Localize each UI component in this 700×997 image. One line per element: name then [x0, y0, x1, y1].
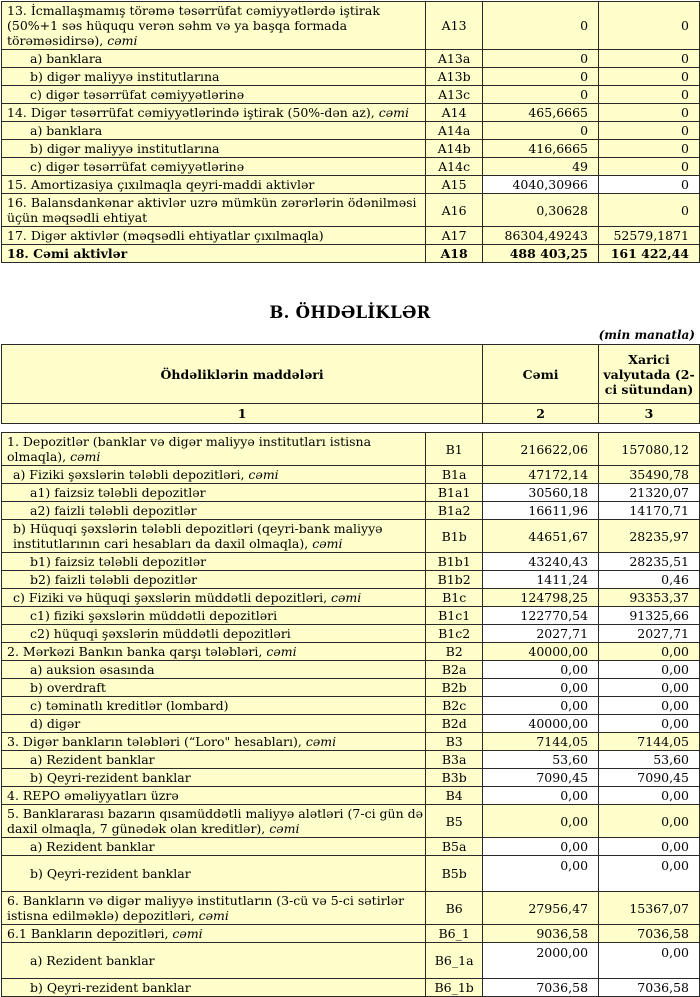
row-label: b) overdraft [2, 679, 426, 697]
row-label: b) digər maliyyə institutlarına [2, 140, 426, 158]
foreign-currency-value-cell: 0,00 [599, 679, 700, 697]
column-number-row [2, 404, 700, 424]
table-row [2, 805, 700, 838]
row-code: B1 [426, 433, 483, 466]
row-label: a) Rezident banklar [2, 943, 426, 979]
table-row [2, 571, 700, 589]
row-label-italic-suffix: cəmi [198, 908, 229, 923]
row-label-italic-suffix: cəmi [305, 734, 337, 749]
foreign-currency-value-cell: 0 [599, 158, 700, 176]
row-code: A14a [426, 122, 483, 140]
total-value-cell: 53,60 [483, 751, 599, 769]
row-label-italic-suffix: cəmi [70, 449, 101, 464]
row-label: c1) fiziki şəxslərin müddətli depozitləri [2, 607, 426, 625]
foreign-currency-value-cell: 0 [599, 122, 700, 140]
row-code: B5b [426, 856, 483, 892]
row-label: a) Rezident banklar [2, 751, 426, 769]
row-code: B1c1 [426, 607, 483, 625]
total-value-cell: 0,30628 [483, 194, 599, 227]
table-row [2, 589, 700, 607]
row-code: B1c [426, 589, 483, 607]
total-value-cell: 0,00 [483, 838, 599, 856]
foreign-currency-value-cell: 7036,58 [599, 925, 700, 943]
foreign-currency-value-cell: 157080,12 [599, 433, 700, 466]
table-row [2, 2, 700, 50]
total-value-cell: 124798,25 [483, 589, 599, 607]
total-value-cell: 0,00 [483, 697, 599, 715]
row-label: b2) faizli tələbli depozitlər [2, 571, 426, 589]
table-row [2, 502, 700, 520]
row-label: b1) faizsiz tələbli depozitlər [2, 553, 426, 571]
foreign-currency-value-cell: 7090,45 [599, 769, 700, 787]
foreign-currency-value-cell: 7036,58 [599, 979, 700, 997]
row-code: B2a [426, 661, 483, 679]
total-value-cell: 0,00 [483, 661, 599, 679]
table-row [2, 122, 700, 140]
foreign-currency-value-cell: 28235,51 [599, 553, 700, 571]
foreign-currency-value-cell: 7144,05 [599, 733, 700, 751]
foreign-currency-value-cell: 0,00 [599, 943, 700, 979]
total-value-cell: 0 [483, 50, 599, 68]
foreign-currency-value-cell: 52579,1871 [599, 227, 700, 245]
foreign-currency-value-cell: 91325,66 [599, 607, 700, 625]
row-code: B6_1a [426, 943, 483, 979]
row-label-italic-suffix: cəmi [331, 590, 362, 605]
total-value-cell: 2000,00 [483, 943, 599, 979]
row-label: 2. Mərkəzi Bankın banka qarşı tələbləri, cəmi [2, 643, 426, 661]
table-row [2, 838, 700, 856]
table-row [2, 715, 700, 733]
total-column-header: Cəmi [483, 345, 599, 404]
row-label: b) Qeyri-rezident banklar [2, 856, 426, 892]
table-row [2, 679, 700, 697]
total-value-cell: 0,00 [483, 856, 599, 892]
total-value-cell: 216622,06 [483, 433, 599, 466]
table-row [2, 979, 700, 997]
total-value-cell: 0 [483, 122, 599, 140]
unit-note: (min manatla) [598, 328, 695, 342]
total-value-cell: 1411,24 [483, 571, 599, 589]
total-value-cell: 47172,14 [483, 466, 599, 484]
total-value-cell: 0 [483, 86, 599, 104]
table-row [2, 697, 700, 715]
table-row [2, 520, 700, 553]
table-row [2, 769, 700, 787]
header-row [2, 345, 700, 404]
table-row [2, 86, 700, 104]
assets-table [1, 1, 700, 263]
foreign-currency-value-cell: 0 [599, 176, 700, 194]
row-code: B3 [426, 733, 483, 751]
row-code: A17 [426, 227, 483, 245]
table-row [2, 104, 700, 122]
foreign-currency-value-cell: 28235,97 [599, 520, 700, 553]
row-code: A14c [426, 158, 483, 176]
row-label: a) Fiziki şəxslərin tələbli depozitləri, cəmi [2, 466, 426, 484]
row-label: b) Qeyri-rezident banklar [2, 769, 426, 787]
row-label: 18. Cəmi aktivlər [2, 245, 426, 263]
row-code: A13b [426, 68, 483, 86]
table-row [2, 158, 700, 176]
row-code: A13 [426, 2, 483, 50]
row-code: A18 [426, 245, 483, 263]
column-number-1: 1 [2, 404, 483, 424]
table-row [2, 943, 700, 979]
table-row [2, 245, 700, 263]
row-label-italic-suffix: cəmi [269, 821, 300, 836]
row-code: B1b2 [426, 571, 483, 589]
row-label: 6. Bankların və digər maliyyə institutların (3-cü və 5-ci sətirlər istisna edilməklə) depozitləri, cəmi [2, 892, 426, 925]
row-code: B1a1 [426, 484, 483, 502]
row-label: a1) faizsiz tələbli depozitlər [2, 484, 426, 502]
table-row [2, 553, 700, 571]
table-row [2, 625, 700, 643]
row-label: a) banklara [2, 122, 426, 140]
total-value-cell: 16611,96 [483, 502, 599, 520]
row-label: 16. Balansdankənar aktivlər uzrə mümkün zərərlərin ödənilməsi üçün məqsədli ehtiyat [2, 194, 426, 227]
table-row [2, 787, 700, 805]
total-value-cell: 122770,54 [483, 607, 599, 625]
row-code: B1b1 [426, 553, 483, 571]
table-row [2, 227, 700, 245]
foreign-currency-value-cell: 0,00 [599, 643, 700, 661]
liabilities-header-table [1, 344, 700, 424]
foreign-currency-value-cell: 93353,37 [599, 589, 700, 607]
table-row [2, 484, 700, 502]
row-label: 15. Amortizasiya çıxılmaqla qeyri-maddi aktivlər [2, 176, 426, 194]
row-label: c) Fiziki və hüquqi şəxslərin müddətli depozitləri, cəmi [2, 589, 426, 607]
total-value-cell: 0,00 [483, 805, 599, 838]
row-label: b) Qeyri-rezident banklar [2, 979, 426, 997]
row-code: B3a [426, 751, 483, 769]
total-value-cell: 43240,43 [483, 553, 599, 571]
row-label-italic-suffix: cəmi [172, 926, 203, 941]
foreign-column-header: Xarici valyutada (2-ci sütundan) [599, 345, 700, 404]
foreign-currency-value-cell: 14170,71 [599, 502, 700, 520]
foreign-currency-value-cell: 0,00 [599, 838, 700, 856]
table-row [2, 50, 700, 68]
total-value-cell: 488 403,25 [483, 245, 599, 263]
items-column-header: Öhdəliklərin maddələri [2, 345, 483, 404]
table-row [2, 925, 700, 943]
table-row [2, 607, 700, 625]
foreign-currency-value-cell: 0,00 [599, 661, 700, 679]
row-label: 3. Digər bankların tələbləri (“Loro" hesabları), cəmi [2, 733, 426, 751]
row-label: 14. Digər təsərrüfat cəmiyyətlərində iştirak (50%-dən az), cəmi [2, 104, 426, 122]
total-value-cell: 49 [483, 158, 599, 176]
column-number-3: 3 [599, 404, 700, 424]
row-label-italic-suffix: cəmi [378, 105, 409, 120]
row-code: A15 [426, 176, 483, 194]
row-label-italic-suffix: cəmi [248, 467, 279, 482]
total-value-cell: 86304,49243 [483, 227, 599, 245]
row-code: B6 [426, 892, 483, 925]
row-label: 6.1 Bankların depozitləri, cəmi [2, 925, 426, 943]
foreign-currency-value-cell: 35490,78 [599, 466, 700, 484]
foreign-currency-value-cell: 0,00 [599, 697, 700, 715]
foreign-currency-value-cell: 161 422,44 [599, 245, 700, 263]
total-value-cell: 0,00 [483, 679, 599, 697]
row-code: B6_1 [426, 925, 483, 943]
row-code: B1c2 [426, 625, 483, 643]
row-label: a2) faizli tələbli depozitlər [2, 502, 426, 520]
row-code: B2c [426, 697, 483, 715]
row-label: b) Hüquqi şəxslərin tələbli depozitləri (qeyri-bank maliyyə institutlarının cari hesabları da daxil olmaqla), cəmi [2, 520, 426, 553]
foreign-currency-value-cell: 0,00 [599, 787, 700, 805]
foreign-currency-value-cell: 53,60 [599, 751, 700, 769]
total-value-cell: 9036,58 [483, 925, 599, 943]
row-label-italic-suffix: cəmi [107, 33, 138, 48]
table-row [2, 433, 700, 466]
foreign-currency-value-cell: 15367,07 [599, 892, 700, 925]
row-label: d) digər [2, 715, 426, 733]
row-code: B5 [426, 805, 483, 838]
row-code: B3b [426, 769, 483, 787]
foreign-currency-value-cell: 0 [599, 194, 700, 227]
row-code: B1b [426, 520, 483, 553]
row-code: B2 [426, 643, 483, 661]
row-code: B1a2 [426, 502, 483, 520]
row-code: B6_1b [426, 979, 483, 997]
row-label-italic-suffix: cəmi [312, 536, 343, 551]
foreign-currency-value-cell: 0,46 [599, 571, 700, 589]
row-label: c) təminatlı kreditlər (lombard) [2, 697, 426, 715]
table-row [2, 892, 700, 925]
total-value-cell: 44651,67 [483, 520, 599, 553]
liabilities-table [1, 432, 700, 997]
table-row [2, 68, 700, 86]
table-row [2, 194, 700, 227]
row-code: B5a [426, 838, 483, 856]
foreign-currency-value-cell: 0 [599, 140, 700, 158]
total-value-cell: 2027,71 [483, 625, 599, 643]
row-code: A14 [426, 104, 483, 122]
column-number-2: 2 [483, 404, 599, 424]
foreign-currency-value-cell: 0,00 [599, 805, 700, 838]
table-row [2, 466, 700, 484]
row-code: B2d [426, 715, 483, 733]
row-label: 13. İcmallaşmamış törəmə təsərrüfat cəmiyyətlərdə iştirak (50%+1 səs hüququ verən səhm və ya başqa formada törəməsidirsə), cəmi [2, 2, 426, 50]
row-label: a) Rezident banklar [2, 838, 426, 856]
row-label-italic-suffix: cəmi [266, 644, 297, 659]
liabilities-section-title: B. ÖHDƏLİKLƏR [269, 303, 431, 322]
table-row [2, 856, 700, 892]
foreign-currency-value-cell: 0 [599, 50, 700, 68]
total-value-cell: 0 [483, 2, 599, 50]
table-row [2, 733, 700, 751]
row-label: 4. REPO əməliyyatları üzrə [2, 787, 426, 805]
total-value-cell: 4040,30966 [483, 176, 599, 194]
row-label: 17. Digər aktivlər (məqsədli ehtiyatlar çıxılmaqla) [2, 227, 426, 245]
foreign-currency-value-cell: 21320,07 [599, 484, 700, 502]
total-value-cell: 465,6665 [483, 104, 599, 122]
total-value-cell: 0,00 [483, 787, 599, 805]
foreign-currency-value-cell: 0 [599, 2, 700, 50]
table-row [2, 643, 700, 661]
foreign-currency-value-cell: 0 [599, 86, 700, 104]
total-value-cell: 7090,45 [483, 769, 599, 787]
table-row [2, 661, 700, 679]
foreign-currency-value-cell: 0 [599, 104, 700, 122]
foreign-currency-value-cell: 0,00 [599, 715, 700, 733]
row-code: A13c [426, 86, 483, 104]
total-value-cell: 27956,47 [483, 892, 599, 925]
row-code: A16 [426, 194, 483, 227]
row-code: B1a [426, 466, 483, 484]
row-code: A14b [426, 140, 483, 158]
row-label: 1. Depozitlər (banklar və digər maliyyə institutları istisna olmaqla), cəmi [2, 433, 426, 466]
total-value-cell: 7036,58 [483, 979, 599, 997]
row-label: a) banklara [2, 50, 426, 68]
total-value-cell: 416,6665 [483, 140, 599, 158]
table-row [2, 140, 700, 158]
table-separator-gap [0, 424, 700, 432]
row-label: c2) hüquqi şəxslərin müddətli depozitləri [2, 625, 426, 643]
foreign-currency-value-cell: 0 [599, 68, 700, 86]
total-value-cell: 7144,05 [483, 733, 599, 751]
row-label: 5. Banklararası bazarın qısamüddətli maliyyə alətləri (7-ci gün də daxil olmaqla, 7 günədək olan kreditlər), cəmi [2, 805, 426, 838]
row-code: B4 [426, 787, 483, 805]
total-value-cell: 40000,00 [483, 643, 599, 661]
table-row [2, 751, 700, 769]
foreign-currency-value-cell: 0,00 [599, 856, 700, 892]
row-label: c) digər təsərrüfat cəmiyyətlərinə [2, 86, 426, 104]
row-code: B2b [426, 679, 483, 697]
foreign-currency-value-cell: 2027,71 [599, 625, 700, 643]
total-value-cell: 30560,18 [483, 484, 599, 502]
table-row [2, 176, 700, 194]
row-label: c) digər təsərrüfat cəmiyyətlərinə [2, 158, 426, 176]
total-value-cell: 40000,00 [483, 715, 599, 733]
row-code: A13a [426, 50, 483, 68]
row-label: b) digər maliyyə institutlarına [2, 68, 426, 86]
total-value-cell: 0 [483, 68, 599, 86]
row-label: a) auksion əsasında [2, 661, 426, 679]
